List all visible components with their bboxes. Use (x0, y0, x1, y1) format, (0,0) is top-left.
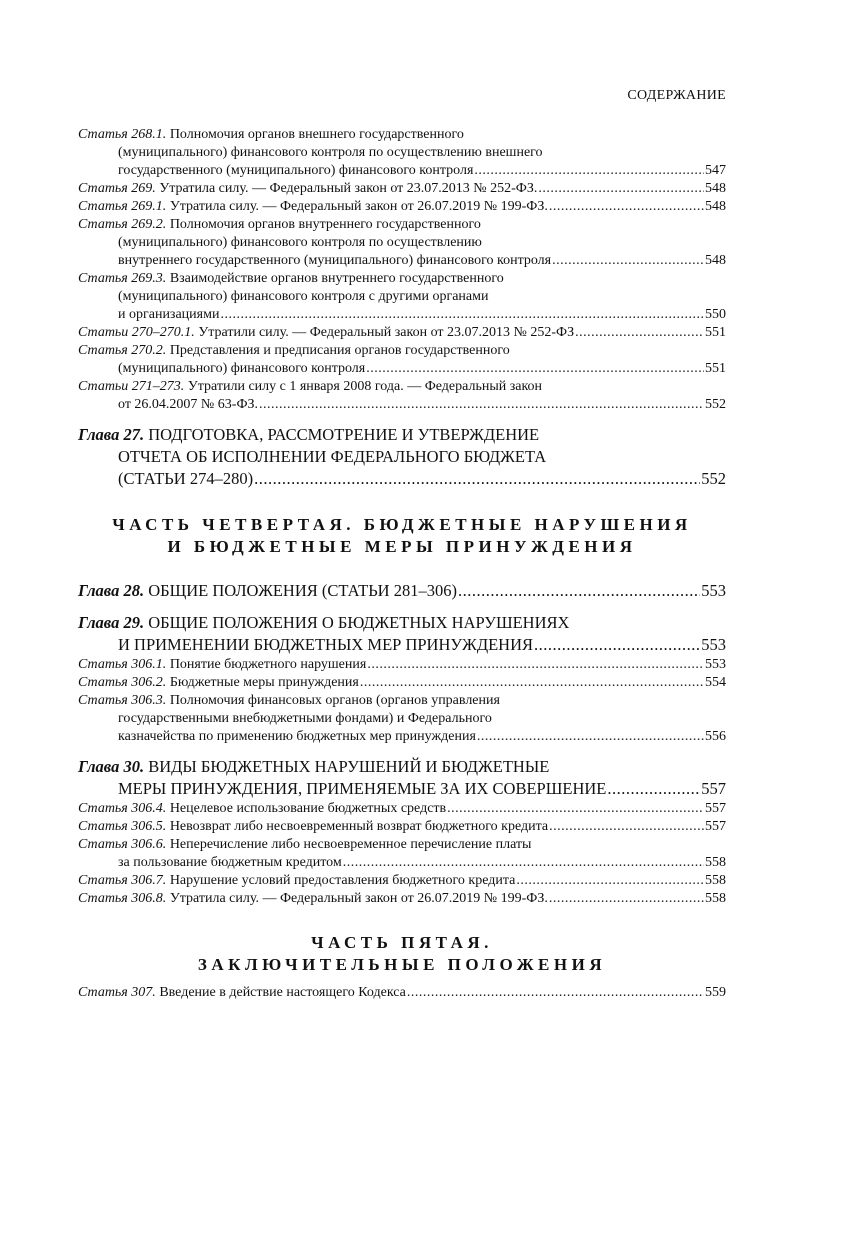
entry-label: Статья 306.5. (78, 819, 167, 834)
entry-title: Утратили силу с 1 января 2008 года. — Федеральный закон (187, 379, 543, 394)
toc-entry[interactable] (78, 126, 726, 180)
entry-title: Утратила силу. — Федеральный закон от 26.07.2019 № 199-ФЗ. (169, 199, 548, 214)
chapter-title: И ПРИМЕНЕНИИ БЮДЖЕТНЫХ МЕР ПРИНУЖДЕНИЯ (118, 635, 534, 654)
toc-entry[interactable] (78, 324, 726, 342)
entry-label: Статья 306.4. (78, 801, 167, 816)
page-number: 557 (705, 801, 726, 816)
entry-label: Статья 269. (78, 181, 156, 196)
dot-leader (534, 634, 700, 656)
part-heading (78, 514, 726, 558)
chapter-title: ВИДЫ БЮДЖЕТНЫХ НАРУШЕНИЙ И БЮДЖЕТНЫЕ (148, 757, 550, 776)
dot-leader (516, 872, 704, 890)
entry-title: Невозврат либо несвоевременный возврат бюджетного кредита (169, 819, 549, 834)
toc-entry[interactable] (78, 818, 726, 836)
chapter-label: Глава 28. (78, 581, 145, 600)
page-number: 550 (705, 307, 726, 322)
entry-title: Нецелевое использование бюджетных средств (169, 801, 447, 816)
entry-title: Полномочия органов внешнего государственного (169, 127, 464, 142)
entry-title: Взаимодействие органов внутреннего государственного (169, 271, 504, 286)
entry-title: Представления и предписания органов государственного (169, 343, 510, 358)
dot-leader (360, 674, 704, 692)
dot-leader (549, 890, 704, 908)
chapter-title: МЕРЫ ПРИНУЖДЕНИЯ, ПРИМЕНЯЕМЫЕ ЗА ИХ СОВЕРШЕНИЕ (118, 779, 607, 798)
page-number: 551 (705, 361, 726, 376)
dot-leader (259, 396, 704, 414)
part-title: ЗАКЛЮЧИТЕЛЬНЫЕ ПОЛОЖЕНИЯ (197, 955, 607, 974)
entry-label: Статья 269.2. (78, 217, 167, 232)
entry-title: (муниципального) финансового контроля (118, 361, 366, 376)
entry-title: Полномочия органов внутреннего государственного (169, 217, 481, 232)
toc-entry[interactable] (78, 674, 726, 692)
dot-leader (366, 360, 704, 378)
dot-leader (254, 468, 700, 490)
entry-title: Утратила силу. — Федеральный закон от 26.07.2019 № 199-ФЗ. (169, 891, 548, 906)
dot-leader (575, 324, 704, 342)
dot-leader (447, 800, 704, 818)
running-head: СОДЕРЖАНИЕ (627, 88, 726, 103)
dot-leader (549, 198, 704, 216)
toc-entry[interactable] (78, 692, 726, 746)
toc-entry[interactable] (78, 270, 726, 324)
dot-leader (458, 580, 700, 602)
chapter-title: ОБЩИЕ ПОЛОЖЕНИЯ О БЮДЖЕТНЫХ НАРУШЕНИЯХ (148, 613, 570, 632)
page-number: 553 (705, 657, 726, 672)
entry-title: Понятие бюджетного нарушения (169, 657, 367, 672)
page-number: 559 (705, 985, 726, 1000)
entry-label: Статья 306.8. (78, 891, 167, 906)
toc-entry[interactable] (78, 872, 726, 890)
dot-leader (474, 162, 704, 180)
dot-leader (477, 728, 704, 746)
toc-entry[interactable] (78, 342, 726, 378)
entry-label: Статья 306.1. (78, 657, 167, 672)
table-of-contents (78, 126, 726, 1002)
chapter-title: (СТАТЬИ 274–280) (118, 469, 254, 488)
dot-leader (407, 984, 704, 1002)
page-number: 558 (705, 891, 726, 906)
entry-label: Статья 268.1. (78, 127, 167, 142)
entry-label: Статья 307. (78, 985, 156, 1000)
entry-title: государственными внебюджетными фондами) и Федерального (118, 711, 492, 726)
entry-title: Бюджетные меры принуждения (169, 675, 359, 690)
entry-title: Нарушение условий предоставления бюджетного кредита (169, 873, 516, 888)
page-number: 552 (705, 397, 726, 412)
entry-label: Статья 306.6. (78, 837, 167, 852)
dot-leader (538, 180, 704, 198)
dot-leader (220, 306, 704, 324)
page-number: 552 (701, 469, 726, 488)
toc-chapter[interactable] (78, 424, 726, 490)
entry-label: Статья 269.1. (78, 199, 167, 214)
entry-title: государственного (муниципального) финансового контроля (118, 163, 474, 178)
entry-title: внутреннего государственного (муниципального) финансового контроля (118, 253, 552, 268)
entry-label: Статьи 270–270.1. (78, 325, 195, 340)
chapter-label: Глава 29. (78, 613, 145, 632)
page-number: 548 (705, 199, 726, 214)
chapter-title: ПОДГОТОВКА, РАССМОТРЕНИЕ И УТВЕРЖДЕНИЕ (148, 425, 540, 444)
toc-chapter[interactable] (78, 756, 726, 800)
dot-leader (549, 818, 704, 836)
entry-label: Статья 306.3. (78, 693, 167, 708)
entry-title: Введение в действие настоящего Кодекса (159, 985, 406, 1000)
entry-title: за пользование бюджетным кредитом (118, 855, 342, 870)
chapter-label: Глава 27. (78, 425, 145, 444)
entry-title: от 26.04.2007 № 63-ФЗ. (118, 397, 259, 412)
chapter-title: ОТЧЕТА ОБ ИСПОЛНЕНИИ ФЕДЕРАЛЬНОГО БЮДЖЕТА (118, 447, 547, 466)
toc-entry[interactable] (78, 198, 726, 216)
toc-entry[interactable] (78, 984, 726, 1002)
page-number: 553 (701, 581, 726, 600)
page-number: 557 (701, 779, 726, 798)
page-number: 553 (701, 635, 726, 654)
page-number: 557 (705, 819, 726, 834)
page-number: 551 (705, 325, 726, 340)
toc-entry[interactable] (78, 378, 726, 414)
page-number: 556 (705, 729, 726, 744)
page-number: 547 (705, 163, 726, 178)
entry-title: Утратили силу. — Федеральный закон от 23.07.2013 № 252-ФЗ (198, 325, 575, 340)
dot-leader (607, 778, 700, 800)
page-number: 558 (705, 855, 726, 870)
page-number: 558 (705, 873, 726, 888)
entry-title: (муниципального) финансового контроля по осуществлению внешнего (118, 145, 543, 160)
page-number: 554 (705, 675, 726, 690)
entry-title: Неперечисление либо несвоевременное перечисление платы (169, 837, 532, 852)
chapter-title: ОБЩИЕ ПОЛОЖЕНИЯ (СТАТЬИ 281–306) (148, 581, 457, 600)
entry-title: казначейства по применению бюджетных мер принуждения (118, 729, 476, 744)
toc-entry[interactable] (78, 890, 726, 908)
part-heading (78, 932, 726, 976)
entry-title: Полномочия финансовых органов (органов управления (169, 693, 500, 708)
toc-entry[interactable] (78, 180, 726, 198)
dot-leader (367, 656, 704, 674)
part-title: ЧАСТЬ ЧЕТВЕРТАЯ. БЮДЖЕТНЫЕ НАРУШЕНИЯ (112, 515, 692, 534)
entry-label: Статья 269.3. (78, 271, 167, 286)
part-title: ЧАСТЬ ПЯТАЯ. (311, 933, 493, 952)
entry-label: Статья 306.2. (78, 675, 167, 690)
entry-label: Статьи 271–273. (78, 379, 185, 394)
entry-label: Статья 306.7. (78, 873, 167, 888)
page-number: 548 (705, 253, 726, 268)
dot-leader (552, 252, 704, 270)
entry-title: Утратила силу. — Федеральный закон от 23.07.2013 № 252-ФЗ. (159, 181, 538, 196)
toc-chapter[interactable] (78, 580, 726, 602)
part-title: И БЮДЖЕТНЫЕ МЕРЫ ПРИНУЖДЕНИЯ (167, 537, 637, 556)
chapter-label: Глава 30. (78, 757, 145, 776)
page-number: 548 (705, 181, 726, 196)
dot-leader (343, 854, 704, 872)
toc-entry[interactable] (78, 216, 726, 270)
entry-title: и организациями (118, 307, 220, 322)
entry-label: Статья 270.2. (78, 343, 167, 358)
toc-entry[interactable] (78, 800, 726, 818)
toc-entry[interactable] (78, 656, 726, 674)
toc-entry[interactable] (78, 836, 726, 872)
entry-title: (муниципального) финансового контроля с другими органами (118, 289, 489, 304)
entry-title: (муниципального) финансового контроля по осуществлению (118, 235, 482, 250)
toc-chapter[interactable] (78, 612, 726, 656)
